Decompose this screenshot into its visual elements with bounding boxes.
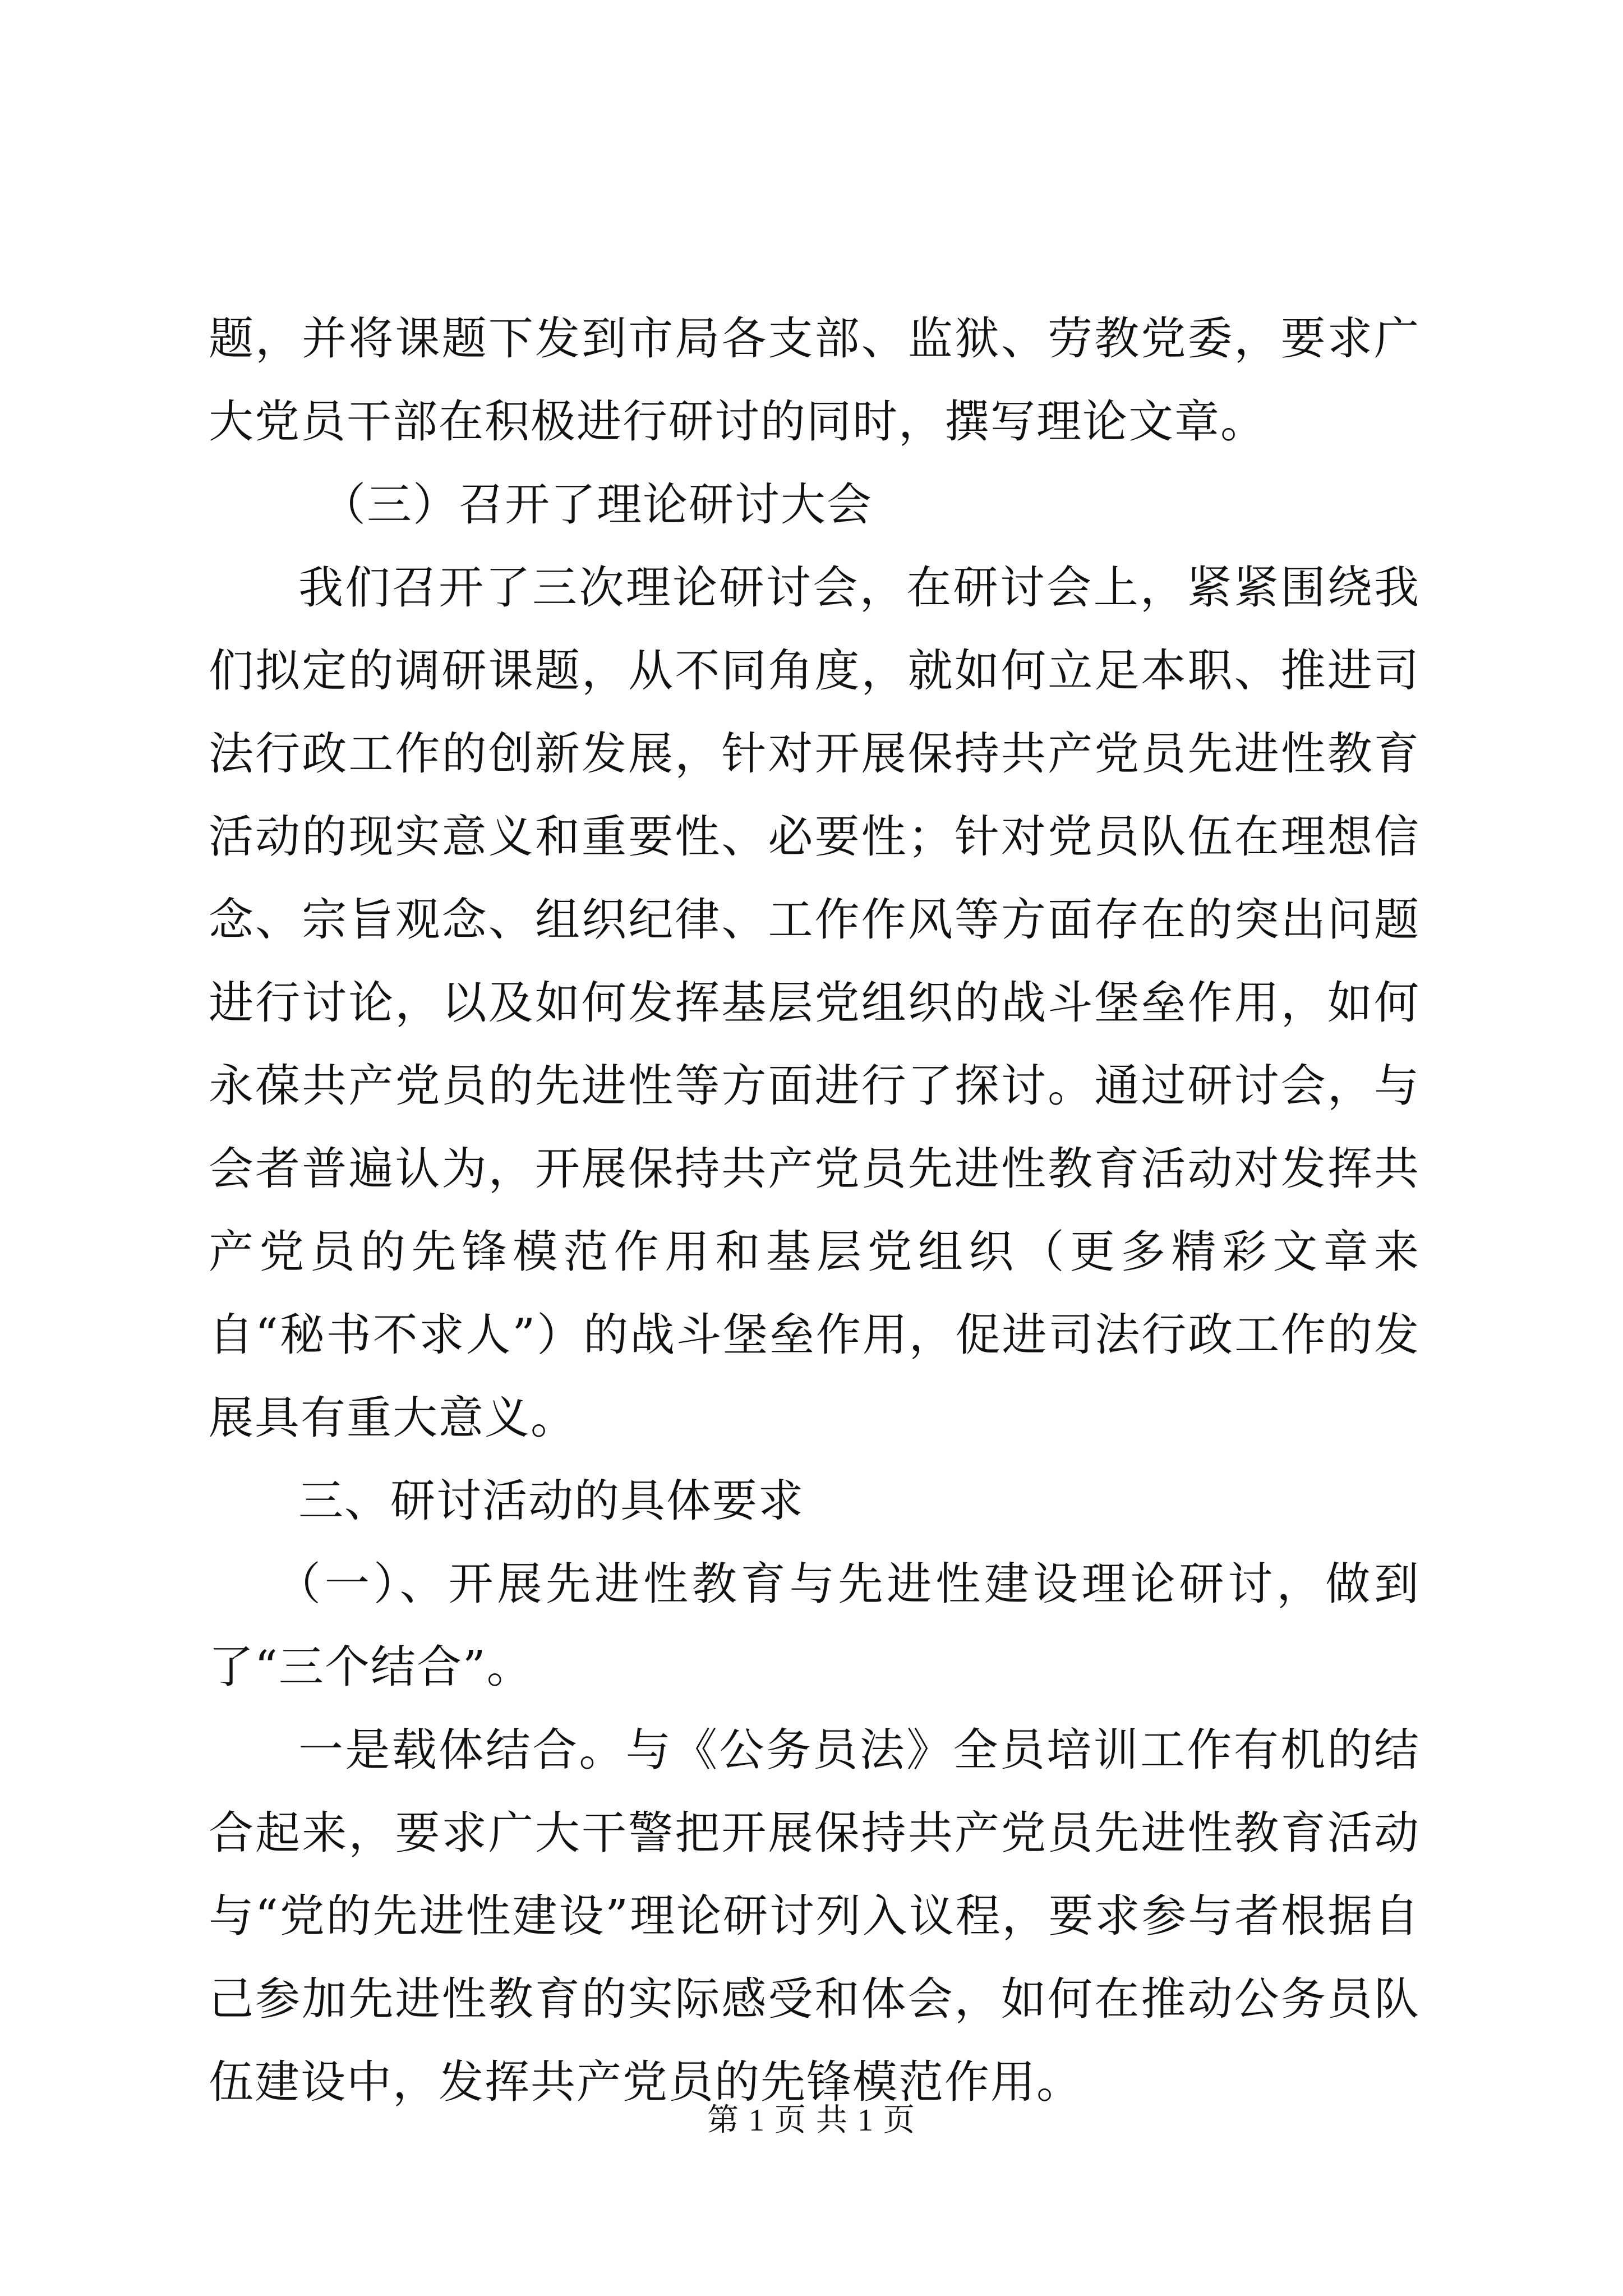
paragraph-seminar: 我们召开了三次理论研讨会，在研讨会上，紧紧围绕我们拟定的调研课题，从不同角度，就如何立足本职、推进司法行政工作的创新发展，针对开展保持共产党员先进性教育活动的现实意义和重要性、必要性；针对党员队伍在理想信念、宗旨观念、组织纪律、工作作风等方面存在的突出问题进行讨论，以及如何发挥基层党组织的战斗堡垒作用，如何永葆共产党员的先进性等方面进行了探讨。通过研讨会，与会者普遍认为，开展保持共产党员先进性教育活动对发挥共产党员的先锋模范作用和基层党组织（更多精彩文章来自“秘书不求人”）的战斗堡垒作用，促进司法行政工作的发展具有重大意义。 (209, 562, 1420, 1444)
chapter-heading-3: 三、研讨活动的具体要求 (298, 1475, 804, 1527)
paragraph-continuation: 题，并将课题下发到市局各支部、监狱、劳教党委，要求广大党员干部在积极进行研讨的同时，撰写理论文章。 (209, 312, 1420, 448)
sub-heading-1: （一）、开展先进性教育与先进性建设理论研讨，做到了“三个结合”。 (209, 1558, 1420, 1693)
section-heading-3: （三）召开了理论研讨大会 (321, 478, 873, 531)
document-body (209, 297, 1420, 2124)
page-footer: 第 1 页 共 1 页 (707, 2103, 916, 2138)
paragraph-carrier-combination: 一是载体结合。与《公务员法》全员培训工作有机的结合起来，要求广大干警把开展保持共产党员先进性教育活动与“党的先进性建设”理论研讨列入议程，要求参与者根据自己参加先进性教育的实际感受和体会，如何在推动公务员队伍建设中，发挥共产党员的先锋模范作用。 (209, 1724, 1420, 2108)
